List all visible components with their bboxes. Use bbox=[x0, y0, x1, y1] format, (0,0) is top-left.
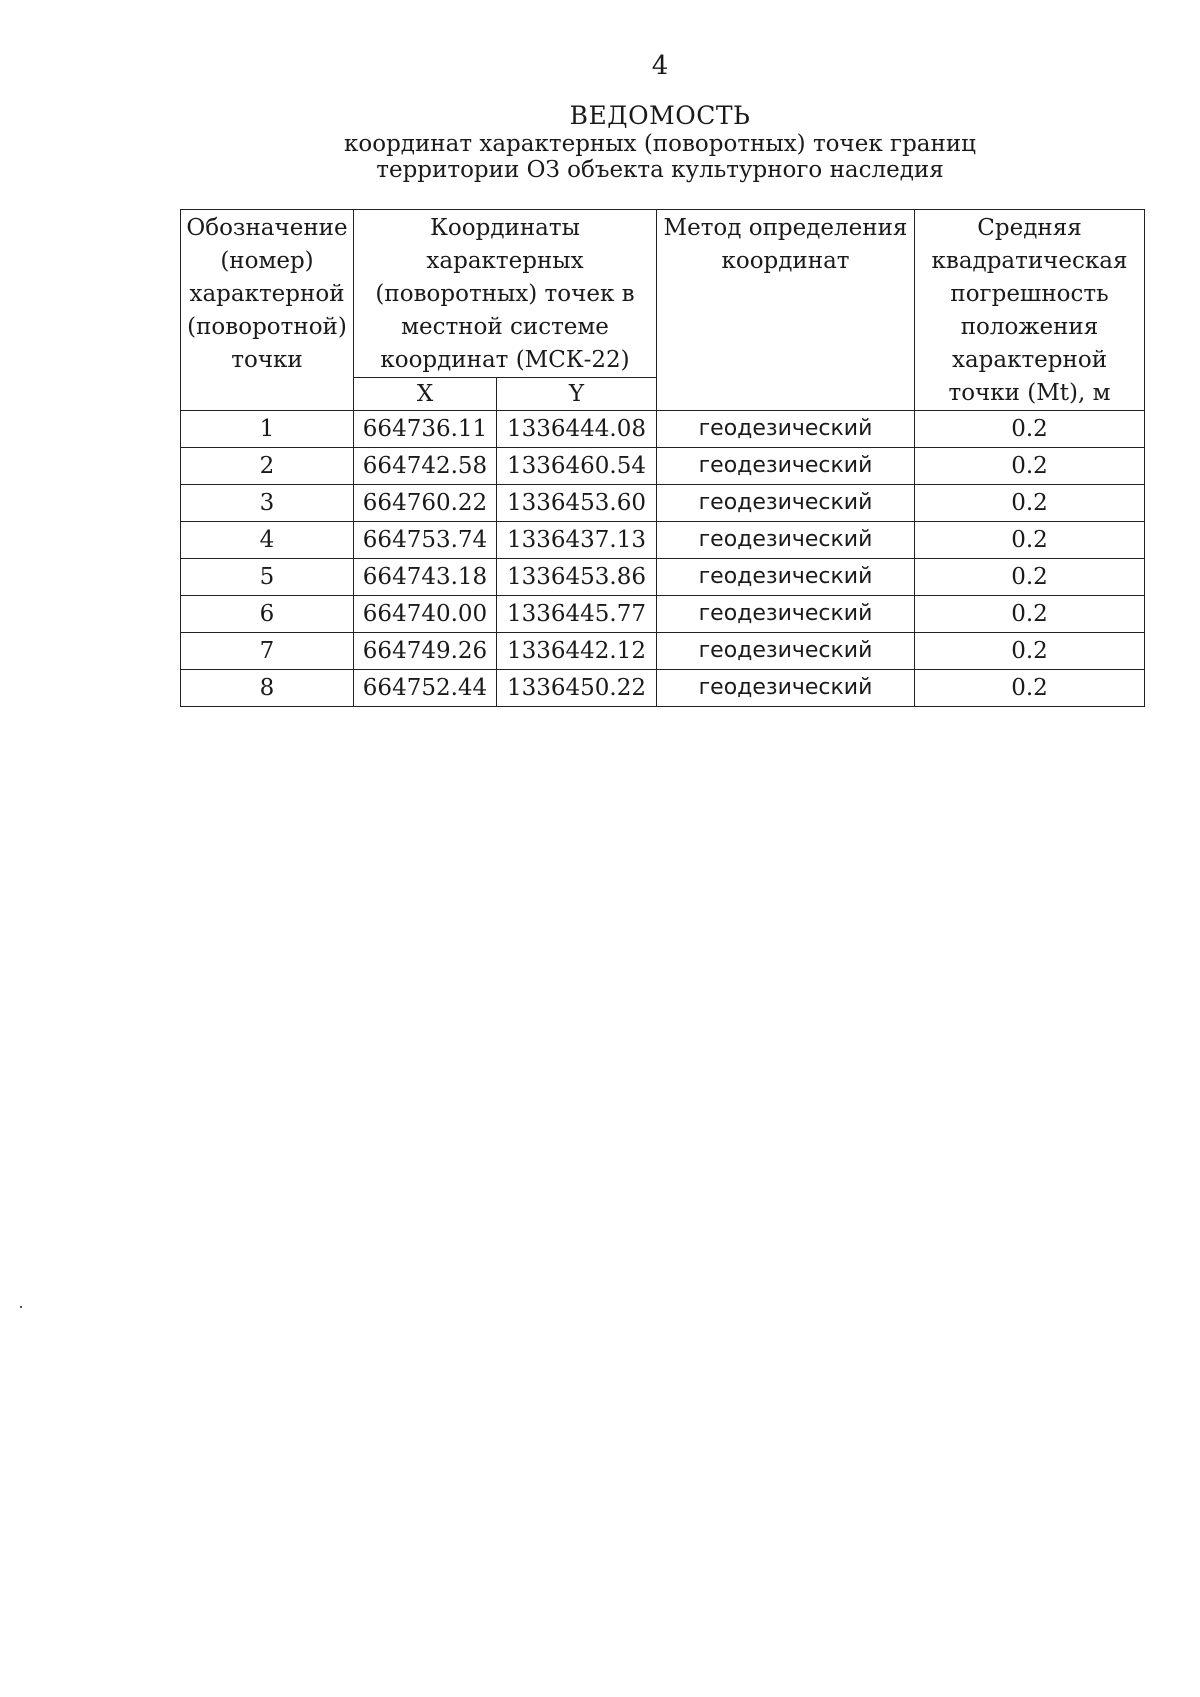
error-cell: 0.2 bbox=[915, 670, 1145, 707]
y-cell: 1336453.86 bbox=[497, 559, 657, 596]
table-row bbox=[181, 448, 1145, 485]
y-cell: 1336442.12 bbox=[497, 633, 657, 670]
x-cell: 664753.74 bbox=[354, 522, 497, 559]
table-row bbox=[181, 411, 1145, 448]
error-cell: 0.2 bbox=[915, 633, 1145, 670]
table-row bbox=[181, 670, 1145, 707]
y-cell: 1336444.08 bbox=[497, 411, 657, 448]
y-cell: 1336453.60 bbox=[497, 485, 657, 522]
document-subtitle-line-1: координат характерных (поворотных) точек границ bbox=[344, 131, 976, 157]
x-cell: 664742.58 bbox=[354, 448, 497, 485]
y-cell: 1336450.22 bbox=[497, 670, 657, 707]
method-cell: геодезический bbox=[657, 633, 915, 670]
header-y: Y bbox=[497, 378, 657, 411]
error-cell: 0.2 bbox=[915, 411, 1145, 448]
point-cell: 4 bbox=[181, 522, 354, 559]
error-cell: 0.2 bbox=[915, 485, 1145, 522]
coordinates-table bbox=[180, 209, 1145, 707]
table-row bbox=[181, 633, 1145, 670]
y-cell: 1336460.54 bbox=[497, 448, 657, 485]
point-cell: 7 bbox=[181, 633, 354, 670]
scan-speck bbox=[20, 1306, 22, 1308]
table-row bbox=[181, 522, 1145, 559]
point-cell: 1 bbox=[181, 411, 354, 448]
point-cell: 6 bbox=[181, 596, 354, 633]
header-x: X bbox=[354, 378, 497, 411]
error-cell: 0.2 bbox=[915, 559, 1145, 596]
method-cell: геодезический bbox=[657, 485, 915, 522]
point-cell: 2 bbox=[181, 448, 354, 485]
x-cell: 664736.11 bbox=[354, 411, 497, 448]
x-cell: 664752.44 bbox=[354, 670, 497, 707]
x-cell: 664749.26 bbox=[354, 633, 497, 670]
point-cell: 5 bbox=[181, 559, 354, 596]
x-cell: 664740.00 bbox=[354, 596, 497, 633]
method-cell: геодезический bbox=[657, 559, 915, 596]
method-cell: геодезический bbox=[657, 670, 915, 707]
y-cell: 1336437.13 bbox=[497, 522, 657, 559]
method-cell: геодезический bbox=[657, 448, 915, 485]
method-cell: геодезический bbox=[657, 411, 915, 448]
header-coordinates: Координаты характерных (поворотных) точек в местной системе координат (МСК-22) bbox=[354, 210, 657, 378]
table-header bbox=[181, 210, 1145, 411]
header-error: Средняя квадратическая погрешность положения характерной точки (Mt), м bbox=[915, 210, 1145, 411]
x-cell: 664760.22 bbox=[354, 485, 497, 522]
table-row bbox=[181, 596, 1145, 633]
error-cell: 0.2 bbox=[915, 522, 1145, 559]
table-body bbox=[181, 411, 1145, 707]
x-cell: 664743.18 bbox=[354, 559, 497, 596]
document-subtitle-line-2: территории ОЗ объекта культурного наследия bbox=[376, 157, 944, 183]
header-designation: Обозначение (номер) характерной (поворотной) точки bbox=[181, 210, 354, 411]
point-cell: 8 bbox=[181, 670, 354, 707]
error-cell: 0.2 bbox=[915, 448, 1145, 485]
table-row bbox=[181, 485, 1145, 522]
method-cell: геодезический bbox=[657, 522, 915, 559]
table-row bbox=[181, 559, 1145, 596]
document-title: ВЕДОМОСТЬ bbox=[569, 101, 751, 130]
page-number: 4 bbox=[651, 51, 669, 81]
error-cell: 0.2 bbox=[915, 596, 1145, 633]
header-method: Метод определения координат bbox=[657, 210, 915, 411]
point-cell: 3 bbox=[181, 485, 354, 522]
y-cell: 1336445.77 bbox=[497, 596, 657, 633]
method-cell: геодезический bbox=[657, 596, 915, 633]
